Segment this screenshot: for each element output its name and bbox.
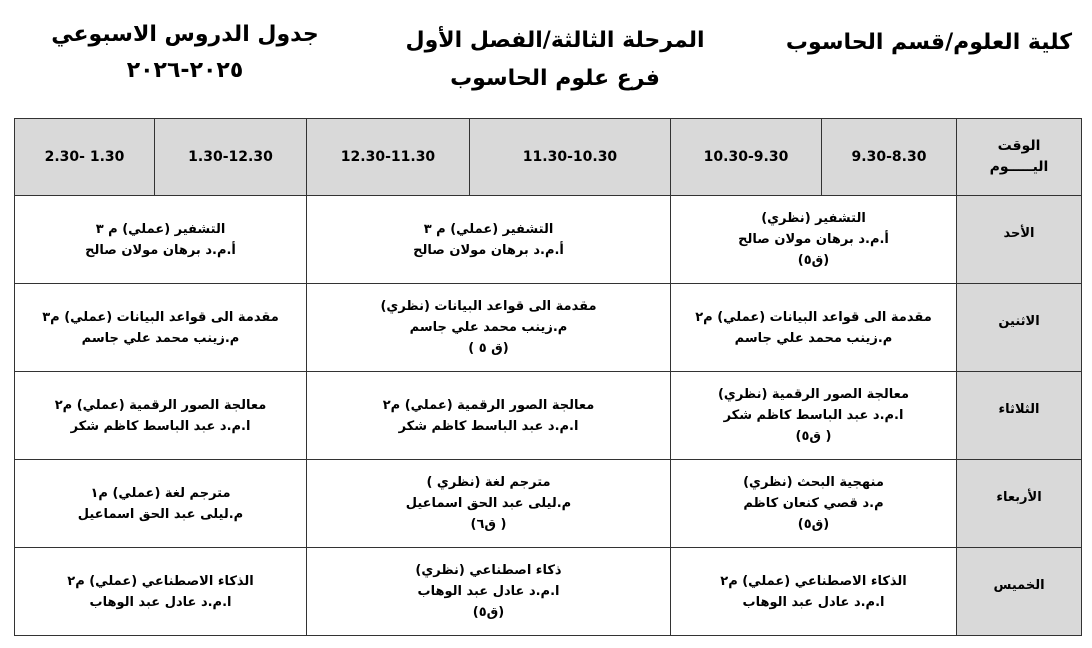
session-line: م.زينب محمد علي جاسم <box>81 330 240 346</box>
session-line: م.زينب محمد علي جاسم <box>734 330 893 346</box>
session-cell <box>15 548 307 636</box>
corner-time-label: الوقت <box>997 138 1041 154</box>
day-name: الثلاثاء <box>998 402 1040 417</box>
session-line: مترجم لغة (عملي) م١ <box>90 485 231 501</box>
day-row <box>15 196 1082 284</box>
time-slot-header: 10.30-9.30 <box>671 119 822 196</box>
session-text <box>307 560 670 623</box>
time-slot-header: 11.30-10.30 <box>470 119 671 196</box>
time-slot-header: 9.30-8.30 <box>822 119 957 196</box>
session-line: (ق٥) <box>797 517 830 532</box>
session-cell <box>671 284 957 372</box>
session-line: ( ق٥) <box>795 429 832 444</box>
session-line: منهجية البحث (نظري) <box>743 475 884 490</box>
session-line: معالجة الصور الرقمية (نظري) <box>717 387 910 402</box>
session-line: مقدمة الى قواعد البيانات (عملي) م٣ <box>42 309 279 325</box>
session-cell <box>671 548 957 636</box>
session-cell <box>15 372 307 460</box>
corner-header-cell <box>957 119 1082 196</box>
session-line: ا.م.د عادل عبد الوهاب <box>417 584 560 599</box>
session-text <box>307 472 670 535</box>
session-text <box>15 571 306 613</box>
session-line: (ق ٥ ) <box>468 341 509 356</box>
session-line: ذكاء اصطناعي (نظري) <box>415 563 562 578</box>
session-line: مقدمة الى قواعد البيانات (عملي) م٢ <box>695 309 932 325</box>
session-line: التشفير (نظري) <box>761 211 866 226</box>
session-line: م.د قصي كنعان كاظم <box>743 496 884 511</box>
branch-heading: فرع علوم الحاسوب <box>450 66 660 91</box>
session-text <box>671 571 956 613</box>
session-line: ا.م.د عادل عبد الوهاب <box>742 594 885 610</box>
session-line: أ.م.د برهان مولان صالح <box>413 242 564 258</box>
academic-year: ٢٠٢٥-٢٠٢٦ <box>126 58 244 83</box>
session-cell <box>307 548 671 636</box>
session-line: التشفير (عملي) م ٣ <box>423 221 554 237</box>
session-cell <box>15 460 307 548</box>
time-header-row <box>15 119 1082 196</box>
session-line: ا.م.د عبد الباسط كاظم شكر <box>723 408 904 423</box>
weekly-schedule-table <box>14 118 1082 636</box>
session-line: الذكاء الاصطناعي (عملي) م٢ <box>67 573 254 589</box>
session-text <box>671 384 956 447</box>
session-line: م.ليلى عبد الحق اسماعيل <box>77 506 244 522</box>
session-line: ا.م.د عبد الباسط كاظم شكر <box>70 418 251 434</box>
session-line: (ق٥) <box>472 605 505 620</box>
day-row <box>15 460 1082 548</box>
corner-day-label: اليـــــوم <box>989 159 1049 175</box>
session-text <box>15 219 306 261</box>
session-text <box>307 219 670 261</box>
session-line: أ.م.د برهان مولان صالح <box>738 232 889 247</box>
day-name-cell <box>957 460 1082 548</box>
time-slot-header: 1.30-12.30 <box>155 119 307 196</box>
stage-semester-heading: المرحلة الثالثة/الفصل الأول <box>405 28 705 53</box>
day-name-cell <box>957 196 1082 284</box>
day-name: الأحد <box>1003 226 1035 241</box>
session-line: ا.م.د عادل عبد الوهاب <box>89 594 232 610</box>
day-row <box>15 284 1082 372</box>
session-text <box>15 395 306 437</box>
schedule-title: جدول الدروس الاسبوعي <box>51 22 319 47</box>
time-slot-header: 2.30- 1.30 <box>15 119 155 196</box>
day-name: الخميس <box>993 578 1045 593</box>
day-name-cell <box>957 548 1082 636</box>
session-line: التشفير (عملي) م ٣ <box>95 221 226 237</box>
session-text <box>671 307 956 349</box>
session-cell <box>671 372 957 460</box>
session-text <box>15 483 306 525</box>
college-department-heading: كلية العلوم/قسم الحاسوب <box>785 30 1072 55</box>
session-cell <box>15 284 307 372</box>
day-name: الأربعاء <box>996 490 1042 505</box>
session-text <box>671 208 956 271</box>
session-line: مترجم لغة (نظري ) <box>426 475 551 490</box>
day-row <box>15 372 1082 460</box>
session-cell <box>307 196 671 284</box>
session-line: م.ليلى عبد الحق اسماعيل <box>405 496 572 511</box>
session-cell <box>307 284 671 372</box>
day-name-cell <box>957 372 1082 460</box>
session-line: معالجة الصور الرقمية (عملي) م٢ <box>54 397 267 413</box>
day-name: الاثنين <box>998 314 1040 329</box>
session-line: مقدمة الى قواعد البيانات (نظري) <box>380 299 597 314</box>
session-cell <box>307 460 671 548</box>
session-cell <box>15 196 307 284</box>
session-line: ( ق٦) <box>470 517 507 532</box>
session-text <box>307 395 670 437</box>
session-cell <box>307 372 671 460</box>
day-row <box>15 548 1082 636</box>
time-slot-header: 12.30-11.30 <box>307 119 470 196</box>
session-text <box>15 307 306 349</box>
session-cell <box>671 196 957 284</box>
session-line: ا.م.د عبد الباسط كاظم شكر <box>398 418 579 434</box>
session-text <box>671 472 956 535</box>
session-line: الذكاء الاصطناعي (عملي) م٢ <box>720 573 907 589</box>
session-line: أ.م.د برهان مولان صالح <box>85 242 236 258</box>
session-line: م.زينب محمد علي جاسم <box>409 320 568 335</box>
session-cell <box>671 460 957 548</box>
session-line: (ق٥) <box>797 253 830 268</box>
session-text <box>307 296 670 359</box>
day-name-cell <box>957 284 1082 372</box>
session-line: معالجة الصور الرقمية (عملي) م٢ <box>382 397 595 413</box>
